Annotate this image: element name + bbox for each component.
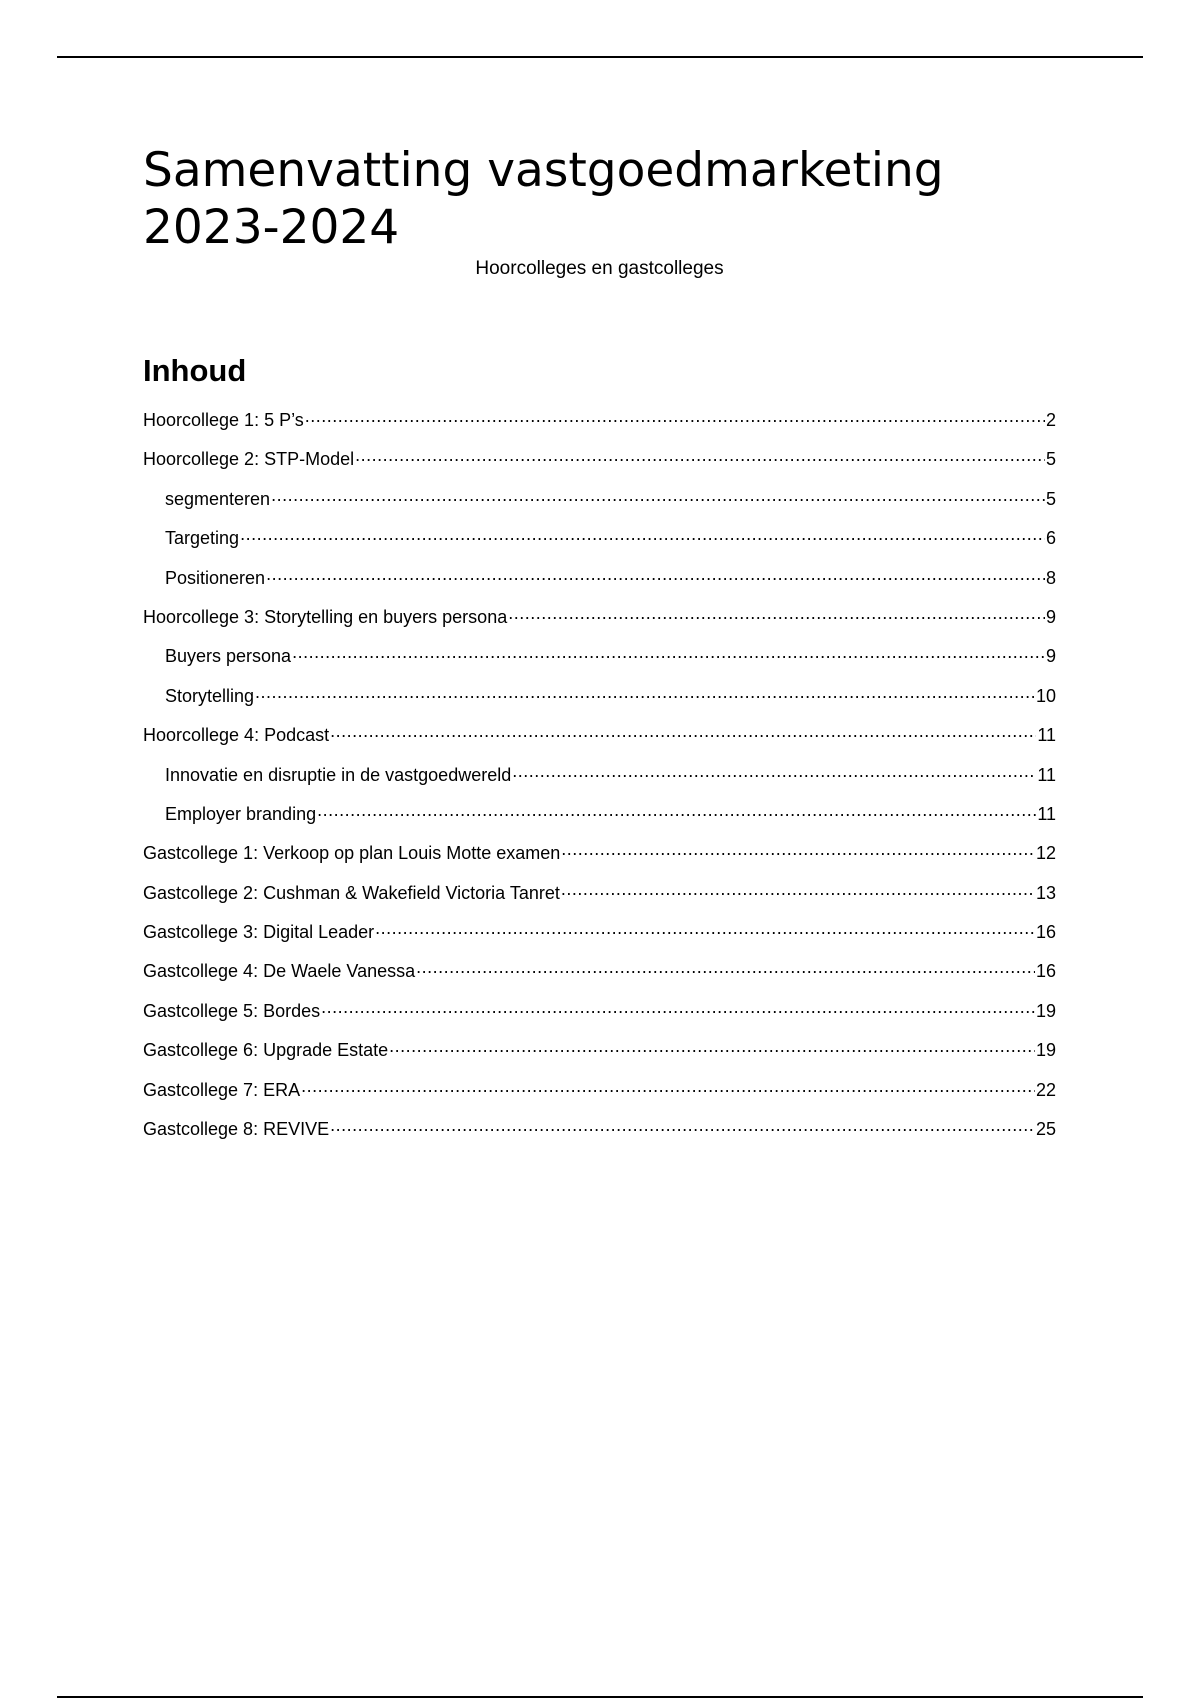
toc-dot-leader bbox=[561, 881, 1035, 899]
document-title-line-1: Samenvatting vastgoedmarketing bbox=[143, 143, 944, 198]
toc-entry[interactable] bbox=[143, 959, 1056, 998]
toc-entry-label: Hoorcollege 2: STP-Model bbox=[143, 449, 355, 470]
toc-entry[interactable] bbox=[143, 487, 1056, 526]
toc-entry-page-number: 19 bbox=[1035, 1040, 1056, 1061]
toc-dot-leader bbox=[375, 920, 1035, 938]
toc-dot-leader bbox=[330, 1117, 1035, 1135]
toc-entry[interactable] bbox=[143, 566, 1056, 605]
toc-entry-page-number: 6 bbox=[1045, 528, 1056, 549]
toc-entry[interactable] bbox=[143, 684, 1056, 723]
table-of-contents bbox=[143, 408, 1056, 1156]
toc-entry-page-number: 22 bbox=[1035, 1079, 1056, 1100]
toc-entry-label: Buyers persona bbox=[165, 646, 292, 667]
toc-entry-page-number: 9 bbox=[1045, 646, 1056, 667]
toc-entry[interactable] bbox=[143, 763, 1056, 802]
toc-entry-page-number: 12 bbox=[1035, 843, 1056, 864]
toc-entry[interactable] bbox=[143, 841, 1056, 880]
footer-rule bbox=[57, 1696, 1143, 1698]
toc-entry-page-number: 11 bbox=[1037, 803, 1056, 824]
toc-dot-leader bbox=[271, 487, 1045, 505]
toc-dot-leader bbox=[292, 644, 1045, 662]
toc-entry-page-number: 11 bbox=[1037, 764, 1056, 785]
document-title bbox=[143, 142, 1093, 256]
toc-entry-label: Storytelling bbox=[165, 685, 255, 706]
toc-entry[interactable] bbox=[143, 1038, 1056, 1077]
toc-entry-page-number: 8 bbox=[1045, 567, 1056, 588]
toc-dot-leader bbox=[305, 408, 1045, 426]
toc-entry-label: Innovatie en disruptie in de vastgoedwereld bbox=[165, 764, 512, 785]
toc-entry-page-number: 19 bbox=[1035, 1000, 1056, 1021]
toc-entry-label: Positioneren bbox=[165, 567, 266, 588]
toc-dot-leader bbox=[330, 723, 1036, 741]
toc-entry-label: Gastcollege 2: Cushman & Wakefield Victoria Tanret bbox=[143, 882, 560, 903]
document-subtitle: Hoorcolleges en gastcolleges bbox=[475, 258, 724, 279]
toc-entry-label: segmenteren bbox=[165, 488, 271, 509]
toc-dot-leader bbox=[416, 959, 1035, 977]
toc-entry[interactable] bbox=[143, 526, 1056, 565]
toc-entry[interactable] bbox=[143, 802, 1056, 841]
toc-dot-leader bbox=[512, 763, 1036, 781]
toc-entry-label: Gastcollege 8: REVIVE bbox=[143, 1119, 330, 1140]
toc-entry-label: Gastcollege 5: Bordes bbox=[143, 1000, 321, 1021]
toc-entry-label: Hoorcollege 3: Storytelling en buyers persona bbox=[143, 606, 508, 627]
toc-dot-leader bbox=[301, 1078, 1035, 1096]
toc-entry-page-number: 2 bbox=[1045, 410, 1056, 430]
toc-dot-leader bbox=[266, 566, 1045, 584]
toc-dot-leader bbox=[389, 1038, 1035, 1056]
toc-dot-leader bbox=[561, 841, 1035, 859]
toc-entry[interactable] bbox=[143, 605, 1056, 644]
toc-dot-leader bbox=[321, 999, 1035, 1017]
toc-entry[interactable] bbox=[143, 447, 1056, 486]
toc-entry[interactable] bbox=[143, 1117, 1056, 1156]
toc-entry-label: Employer branding bbox=[165, 803, 317, 824]
header-rule bbox=[57, 56, 1143, 58]
toc-entry-label: Gastcollege 1: Verkoop op plan Louis Motte examen bbox=[143, 843, 561, 864]
toc-entry-page-number: 13 bbox=[1035, 882, 1056, 903]
toc-entry-label: Gastcollege 6: Upgrade Estate bbox=[143, 1040, 389, 1061]
toc-entry[interactable] bbox=[143, 1078, 1056, 1117]
toc-entry-page-number: 9 bbox=[1045, 606, 1056, 627]
toc-dot-leader bbox=[255, 684, 1035, 702]
toc-entry[interactable] bbox=[143, 408, 1056, 447]
toc-entry[interactable] bbox=[143, 999, 1056, 1038]
toc-dot-leader bbox=[508, 605, 1045, 623]
toc-entry-label: Gastcollege 7: ERA bbox=[143, 1079, 301, 1100]
toc-dot-leader bbox=[317, 802, 1036, 820]
toc-heading: Inhoud bbox=[143, 353, 247, 388]
toc-entry-label: Targeting bbox=[165, 528, 240, 549]
toc-entry-page-number: 10 bbox=[1035, 685, 1056, 706]
toc-entry-label: Hoorcollege 1: 5 P’s bbox=[143, 410, 304, 430]
toc-entry[interactable] bbox=[143, 920, 1056, 959]
toc-entry-page-number: 5 bbox=[1045, 488, 1056, 509]
toc-entry-page-number: 5 bbox=[1045, 449, 1056, 470]
toc-entry[interactable] bbox=[143, 723, 1056, 762]
toc-entry-label: Gastcollege 3: Digital Leader bbox=[143, 922, 375, 943]
toc-dot-leader bbox=[240, 526, 1045, 544]
toc-entry-page-number: 16 bbox=[1035, 922, 1056, 943]
toc-entry-page-number: 16 bbox=[1035, 961, 1056, 982]
toc-entry-label: Gastcollege 4: De Waele Vanessa bbox=[143, 961, 416, 982]
toc-entry[interactable] bbox=[143, 644, 1056, 683]
toc-entry-label: Hoorcollege 4: Podcast bbox=[143, 725, 330, 746]
toc-entry-page-number: 11 bbox=[1037, 725, 1056, 746]
toc-entry-page-number: 25 bbox=[1035, 1119, 1056, 1140]
document-title-line-2: 2023-2024 bbox=[143, 200, 400, 255]
toc-dot-leader bbox=[355, 447, 1045, 465]
toc-entry[interactable] bbox=[143, 881, 1056, 920]
